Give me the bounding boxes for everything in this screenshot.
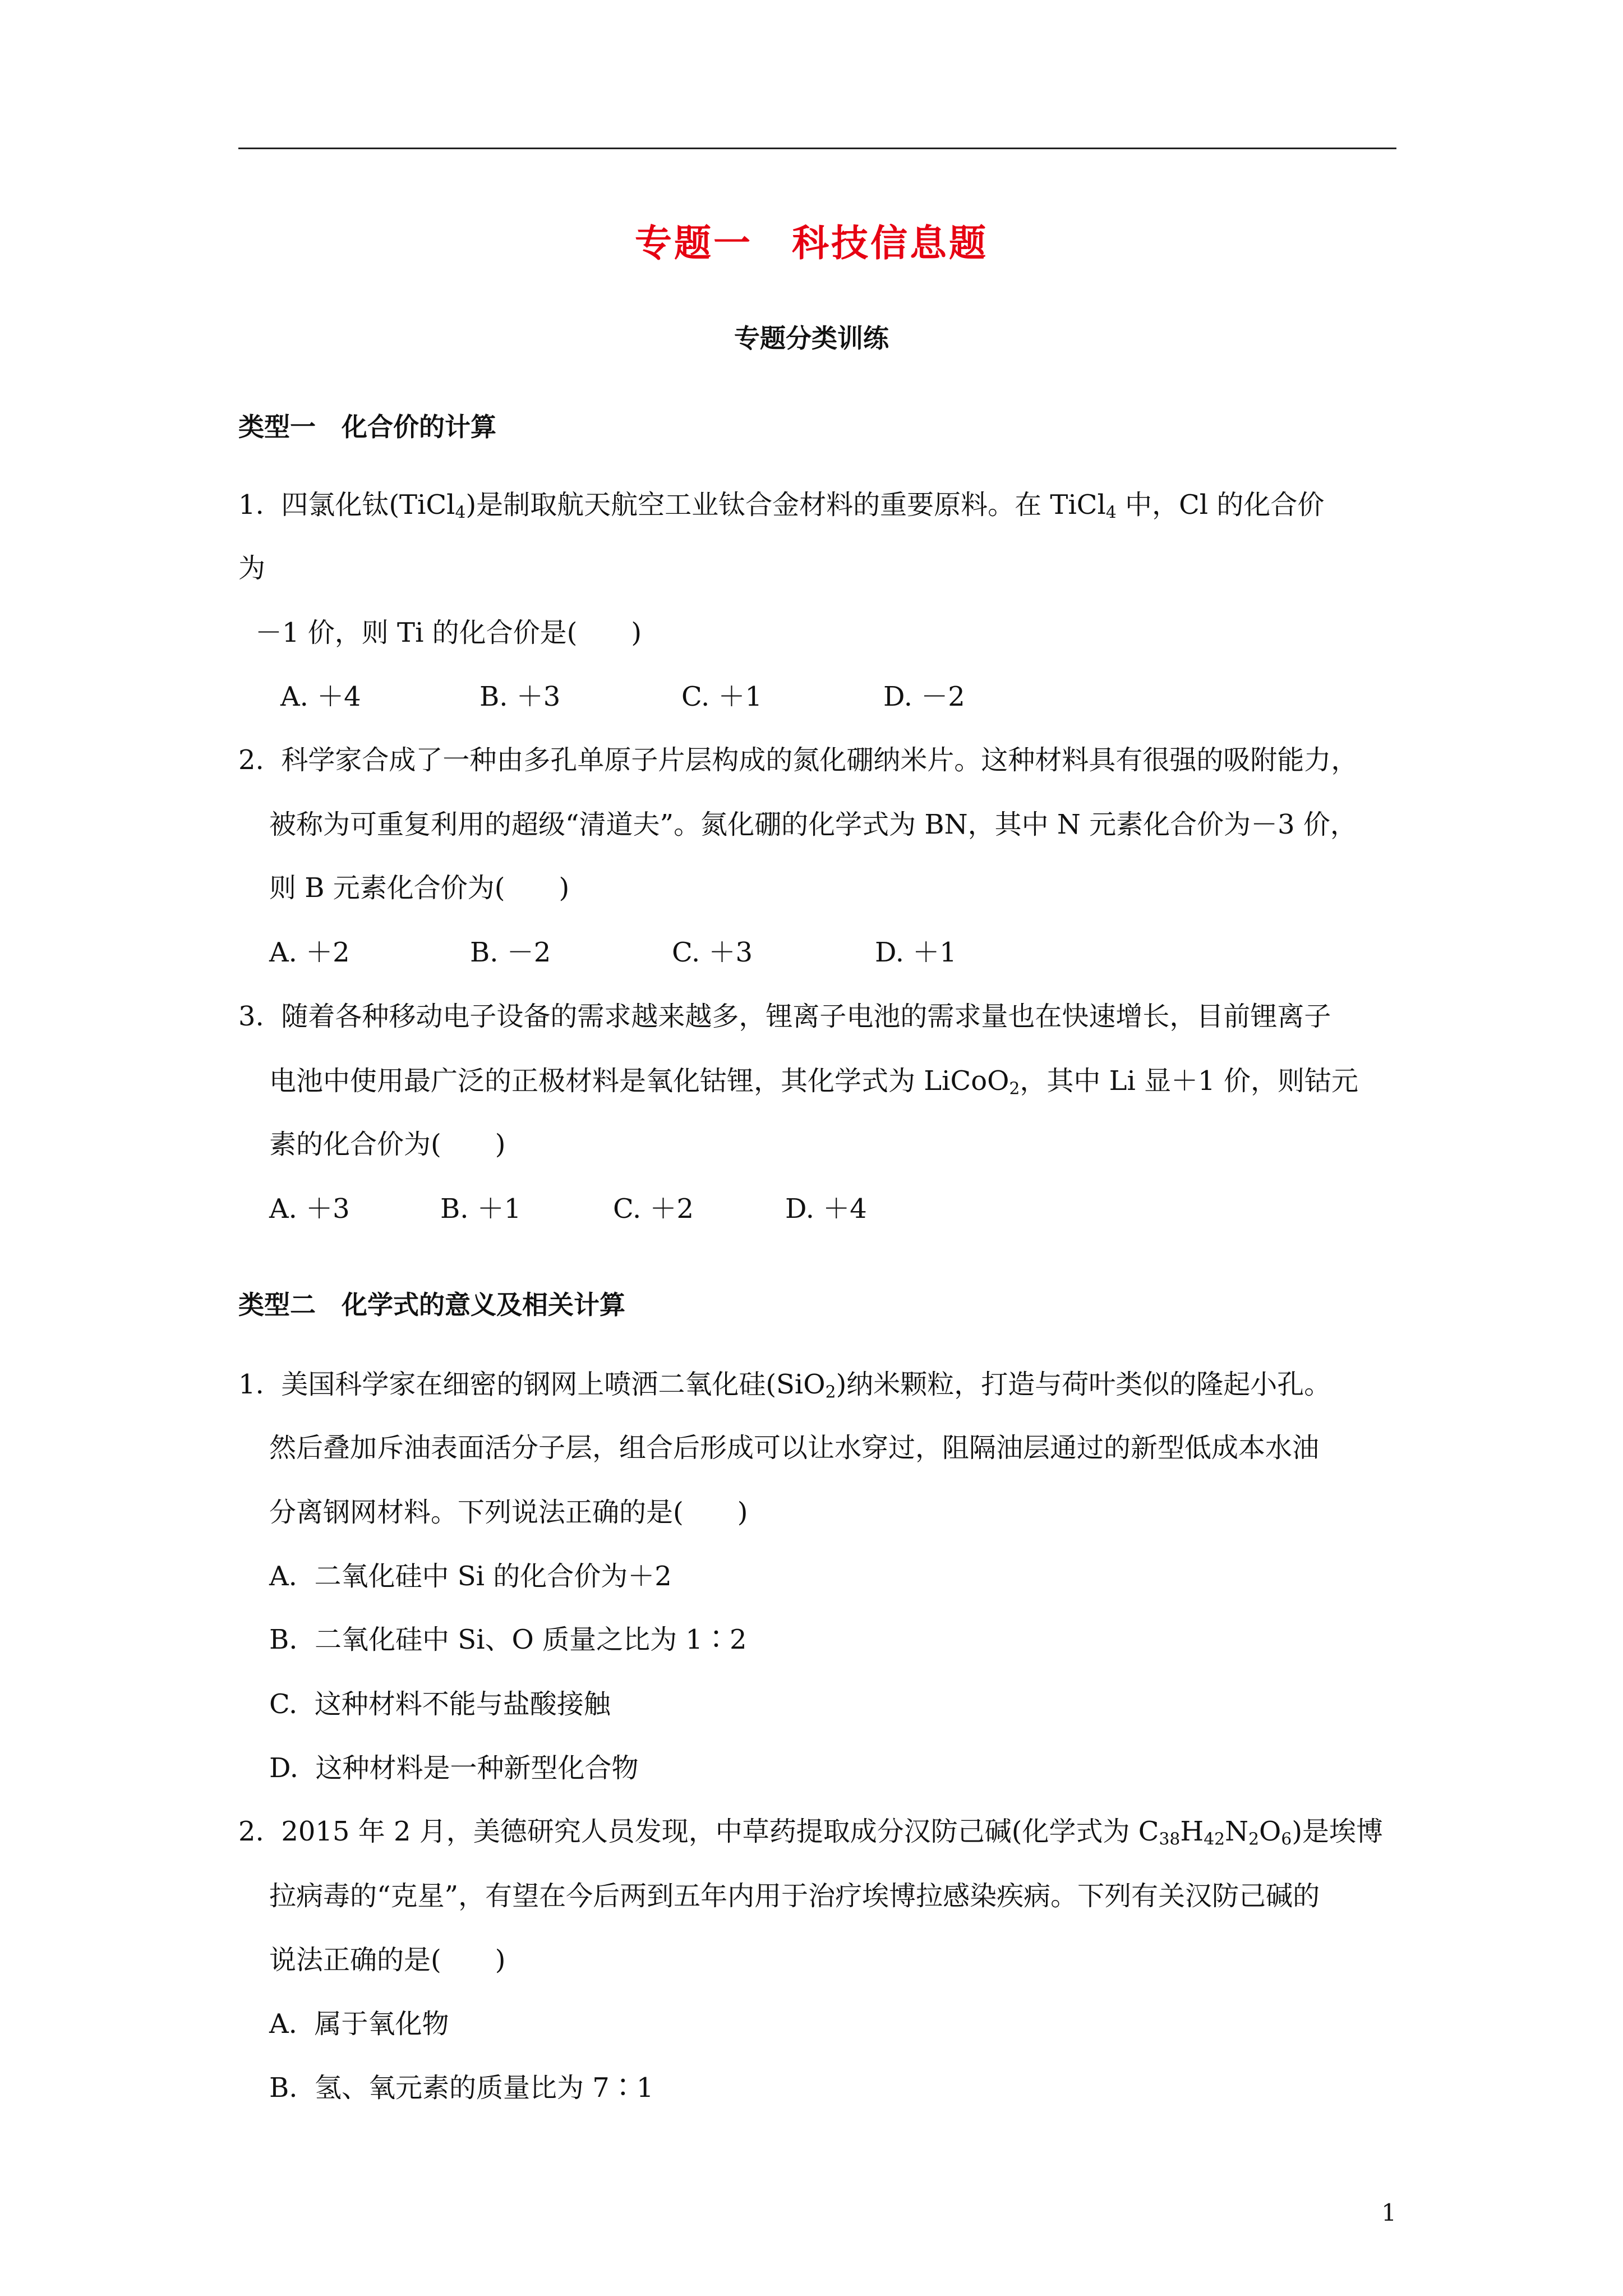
question-2-2-option-b: B. 氢、氧元素的质量比为 7∶1 xyxy=(269,2072,654,2104)
question-2-2-line-1: 2. 2015 年 2 月，美德研究人员发现，中草药提取成分汉防己碱(化学式为 $C_{38}H_{42}N_2O_6$)是埃博 xyxy=(238,1816,1384,1849)
option-b: B. ＋3 xyxy=(479,681,561,712)
header-rule xyxy=(238,148,1396,149)
question-2-1-option-c: C. 这种材料不能与盐酸接触 xyxy=(269,1688,611,1720)
option-a: A. ＋2 xyxy=(269,937,350,968)
question-1-3-line-2: 电池中使用最广泛的正极材料是氧化钴锂，其化学式为 LiCoO$_2$，其中 Li 显＋1 价，则钴元 xyxy=(269,1065,1358,1099)
question-2-1-line-2: 然后叠加斥油表面活分子层，组合后形成可以让水穿过，阻隔油层通过的新型低成本水油 xyxy=(269,1432,1320,1464)
section-heading-type-two: 类型二 化学式的意义及相关计算 xyxy=(238,1290,625,1320)
page-subtitle: 专题分类训练 xyxy=(734,323,889,353)
question-1-2-line-3: 则 B 元素化合价为( ) xyxy=(269,872,570,904)
option-d: D. ＋4 xyxy=(785,1193,867,1225)
option-a: A. ＋3 xyxy=(269,1193,350,1225)
question-2-1-line-3: 分离钢网材料。下列说法正确的是( ) xyxy=(269,1497,748,1528)
page-number: 1 xyxy=(1381,2199,1396,2226)
question-1-3-line-3: 素的化合价为( ) xyxy=(269,1129,506,1160)
question-2-2-line-3: 说法正确的是( ) xyxy=(269,1944,506,1976)
option-a: A. ＋4 xyxy=(280,681,361,712)
question-2-1-option-b: B. 二氧化硅中 Si、O 质量之比为 1∶2 xyxy=(269,1624,747,1655)
option-b: B. －2 xyxy=(470,937,551,968)
question-2-1-option-d: D. 这种材料是一种新型化合物 xyxy=(269,1752,639,1784)
question-2-2-option-a: A. 属于氧化物 xyxy=(269,2008,449,2040)
question-1-1-line-3: －1 价，则 Ti 的化合价是( ) xyxy=(255,617,642,648)
question-1-1-line-2: 为 xyxy=(238,553,266,584)
question-1-2-line-2: 被称为可重复利用的超级“清道夫”。氮化硼的化学式为 BN，其中 N 元素化合价为－3 价， xyxy=(269,809,1357,840)
question-2-1-option-a: A. 二氧化硅中 Si 的化合价为＋2 xyxy=(269,1561,672,1592)
section-heading-type-one: 类型一 化合价的计算 xyxy=(238,412,496,442)
question-2-2-line-2: 拉病毒的“克星”，有望在今后两到五年内用于治疗埃博拉感染疾病。下列有关汉防己碱的 xyxy=(269,1880,1320,1912)
question-1-1-line-1: 1. 四氯化钛(TiCl$_4$)是制取航天航空工业钛合金材料的重要原料。在 TiCl$_4$ 中，Cl 的化合价 xyxy=(238,489,1325,523)
option-c: C. ＋3 xyxy=(672,937,753,968)
option-b: B. ＋1 xyxy=(440,1193,522,1225)
option-c: C. ＋1 xyxy=(681,681,763,712)
page-title: 专题一 科技信息题 xyxy=(635,222,988,265)
question-1-3-line-1: 3. 随着各种移动电子设备的需求越来越多，锂离子电池的需求量也在快速增长，目前锂离子 xyxy=(238,1001,1331,1032)
question-1-2-line-1: 2. 科学家合成了一种由多孔单原子片层构成的氮化硼纳米片。这种材料具有很强的吸附能力， xyxy=(238,744,1358,776)
option-d: D. ＋1 xyxy=(875,937,957,968)
option-c: C. ＋2 xyxy=(613,1193,694,1225)
question-2-1-line-1: 1. 美国科学家在细密的钢网上喷洒二氧化硅(SiO$_2$)纳米颗粒，打造与荷叶类似的隆起小孔。 xyxy=(238,1369,1331,1402)
option-d: D. －2 xyxy=(883,681,965,712)
